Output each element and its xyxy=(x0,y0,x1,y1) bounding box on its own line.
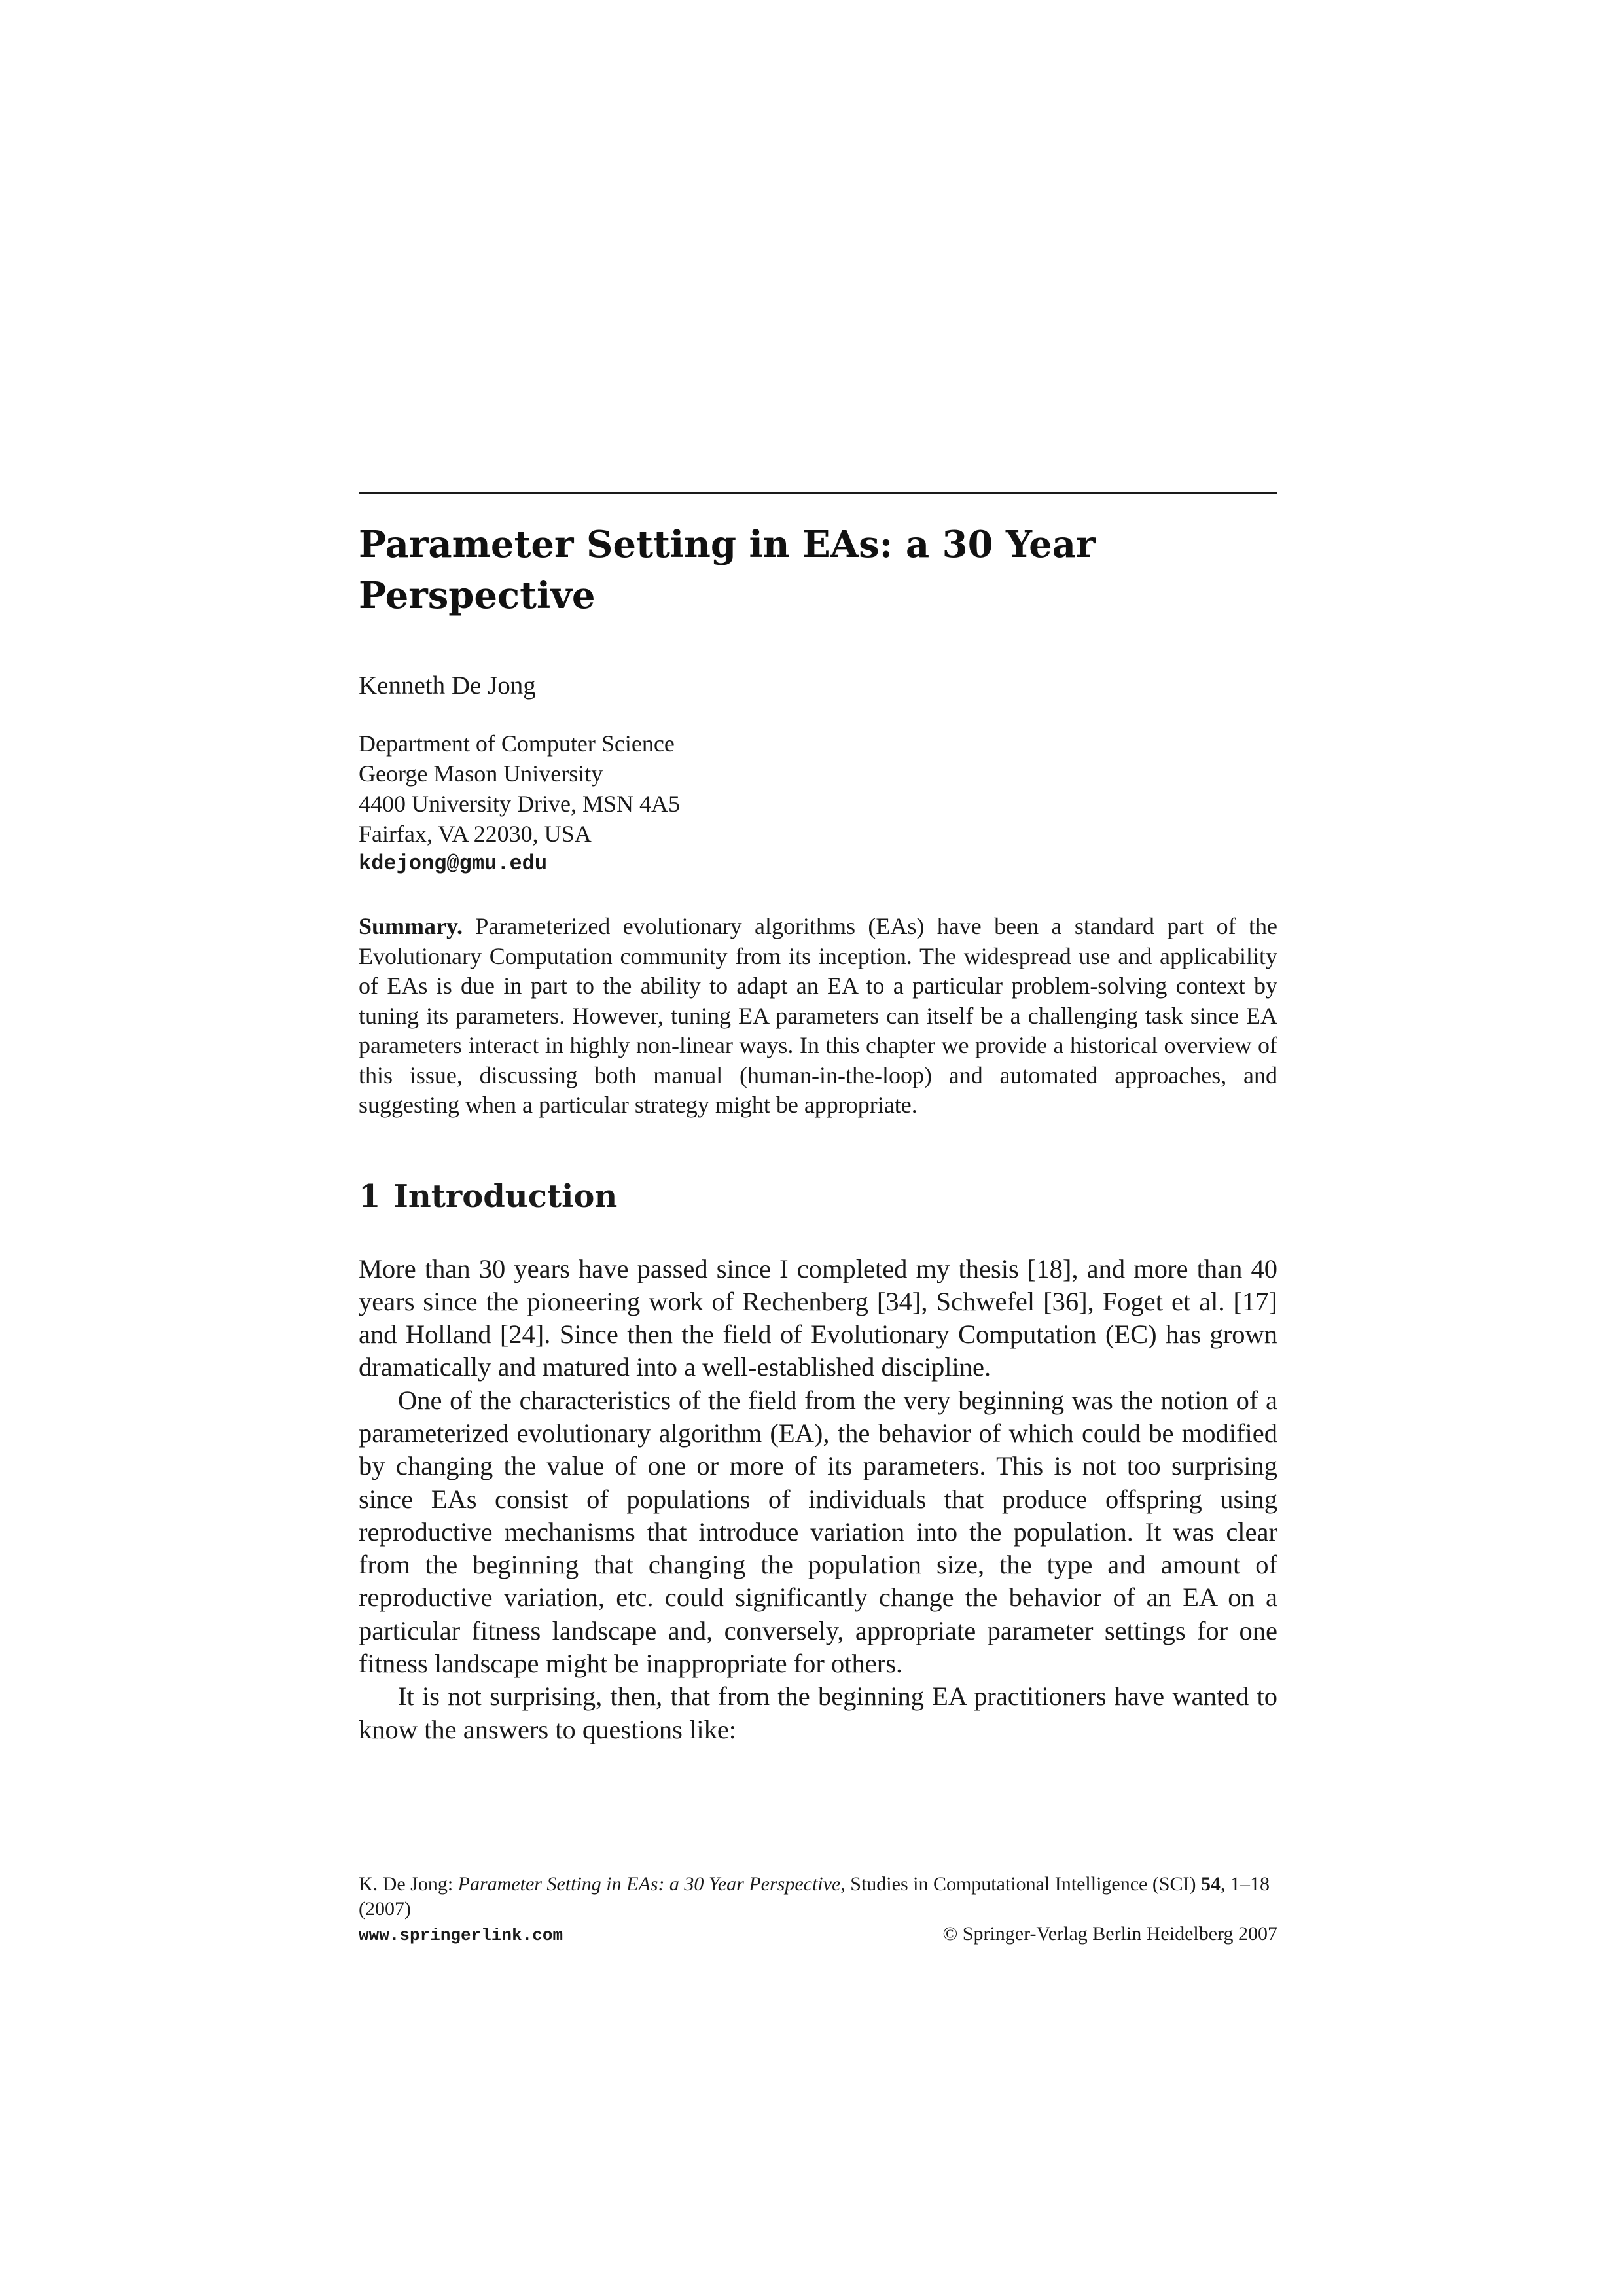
footer-author: K. De Jong: xyxy=(359,1873,458,1895)
copyright-notice: © Springer-Verlag Berlin Heidelberg 2007 xyxy=(942,1923,1277,1945)
footer-pages-year: , 1–18 (2007) xyxy=(359,1873,1270,1920)
affiliation-address: 4400 University Drive, MSN 4A5 xyxy=(359,791,680,817)
paper-content xyxy=(359,492,1277,1746)
title-line-2: Perspective xyxy=(359,574,596,617)
affiliation-block xyxy=(359,728,1277,879)
introduction-body xyxy=(359,1253,1277,1746)
paragraph-2: One of the characteristics of the field from the very beginning was the notion of a parameterized evolutionary algorithm (EA), the behavior of which could be modified by changing the value of one or more of its parameters. This is not too surprising since EAs consist of populations of individuals that produce offspring using reproductive mechanisms that introduce variation into the population. It was clear from the beginning that changing the population size, the type and amount of reproductive variation, etc. could significantly change the behavior of an EA on a particular fitness landscape and, conversely, appropriate parameter settings for one fitness landscape might be inappropriate for others. xyxy=(359,1385,1277,1679)
summary-abstract xyxy=(359,912,1277,1121)
footer-citation xyxy=(359,1872,1277,1922)
footer-series: , Studies in Computational Intelligence (SCI) xyxy=(840,1873,1202,1895)
section-number: 1 xyxy=(359,1177,381,1215)
paragraph-1: More than 30 years have passed since I completed my thesis [18], and more than 40 years since the pioneering work of Rechenberg [34], Schwefel [36], Foget et al. [17] and Holland [24]. Since then the field of Evolutionary Computation (EC) has grown dramatically and matured into a well-established discipline. xyxy=(359,1253,1277,1382)
footer-title: Parameter Setting in EAs: a 30 Year Perspective xyxy=(457,1873,841,1895)
author-name: Kenneth De Jong xyxy=(359,672,536,700)
section-heading-introduction xyxy=(359,1177,1277,1216)
summary-label: Summary. xyxy=(359,913,463,939)
summary-text: Parameterized evolutionary algorithms (EAs) have been a standard part of the Evolutionary Computation community from its inception. The widespread use and applicability of EAs is due in part to the ability to adapt an EA to a particular problem-solving context by tuning its parameters. However, tuning EA parameters can itself be a challenging task since EA parameters interact in highly non-linear ways. In this chapter we provide a historical overview of this issue, discussing both manual (human-in-the-loop) and automated approaches, and suggesting when a particular strategy might be appropriate. xyxy=(359,913,1277,1118)
footer-bottom-row xyxy=(359,1922,1277,1948)
paragraph-3: It is not surprising, then, that from the beginning EA practitioners have wanted to know the answers to questions like: xyxy=(359,1681,1277,1744)
affiliation-university: George Mason University xyxy=(359,761,603,787)
section-title: Introduction xyxy=(393,1177,618,1215)
title-rule xyxy=(359,492,1277,494)
publisher-url[interactable]: www.springerlink.com xyxy=(359,1926,563,1945)
affiliation-department: Department of Computer Science xyxy=(359,730,675,757)
footer-volume: 54 xyxy=(1201,1873,1221,1895)
paper-title xyxy=(359,519,1277,621)
title-line-1: Parameter Setting in EAs: a 30 Year xyxy=(359,523,1096,566)
affiliation-city: Fairfax, VA 22030, USA xyxy=(359,821,592,847)
author-email[interactable]: kdejong@gmu.edu xyxy=(359,852,548,876)
citation-footer xyxy=(359,1872,1277,1948)
